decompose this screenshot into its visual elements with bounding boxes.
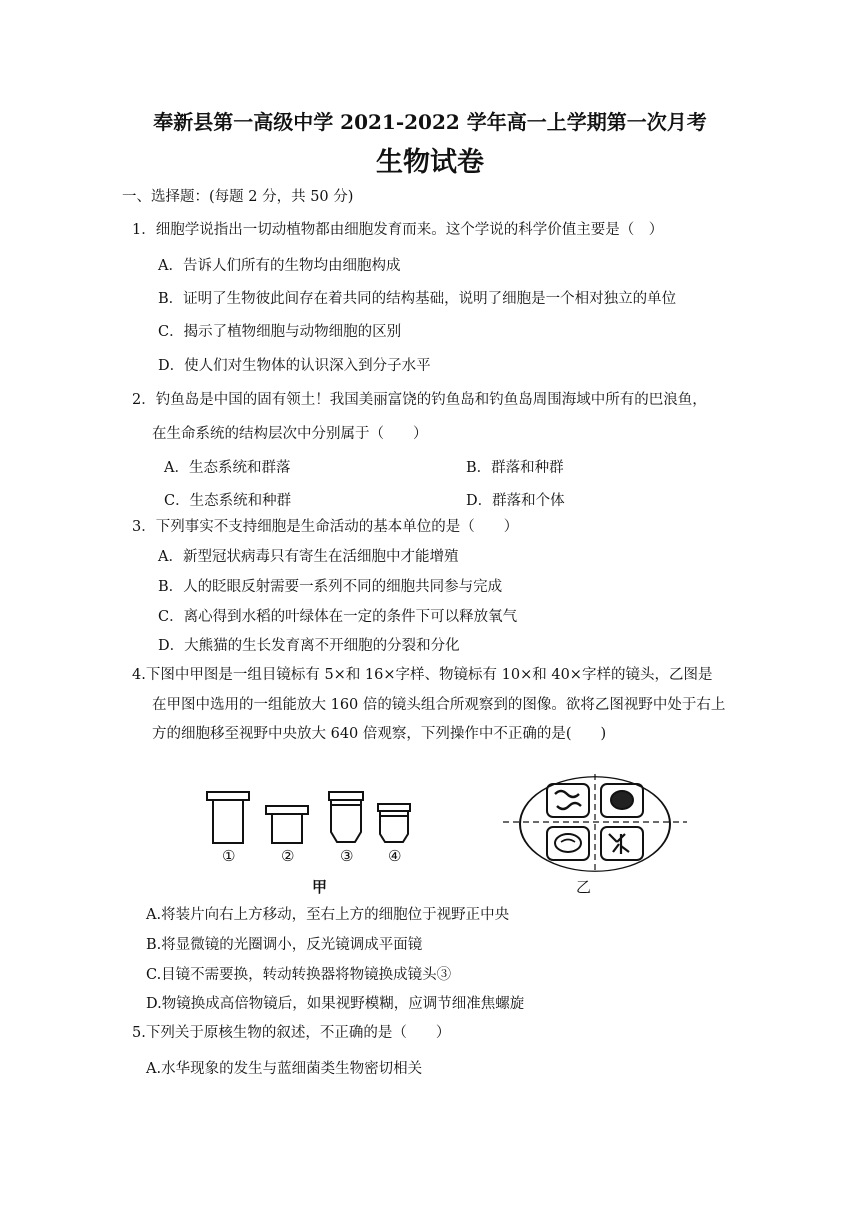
question-4-option-d: D.物镜换成高倍物镜后，如果视野模糊，应调节细准焦螺旋 [146, 996, 525, 1012]
question-5-stem: 5.下列关于原核生物的叙述，不正确的是（ ） [132, 1025, 451, 1041]
question-3-option-d: D．大熊猫的生长发育离不开细胞的分裂和分化 [158, 638, 460, 654]
question-4-stem-line3: 方的细胞移至视野中央放大 640 倍观察，下列操作中不正确的是( ) [152, 726, 607, 742]
question-1-option-d: D．使人们对生物体的认识深入到分子水平 [158, 358, 431, 374]
question-2-option-b: B．群落和种群 [466, 460, 564, 476]
lens-label-1: ① [222, 847, 236, 865]
lens-label-3: ③ [340, 847, 354, 865]
cell-top-left [547, 784, 589, 817]
lens-1-cap [207, 792, 249, 800]
question-1-option-b: B．证明了生物彼此间存在着共同的结构基础，说明了细胞是一个相对独立的单位 [158, 291, 677, 307]
question-2-option-a: A．生态系统和群落 [164, 460, 291, 476]
cell-bottom-left [547, 827, 589, 860]
figure-label-jia: 甲 [312, 878, 328, 896]
question-1-option-a: A．告诉人们所有的生物均由细胞构成 [158, 258, 401, 274]
lens-4-body [380, 816, 408, 842]
lens-2-cap [266, 806, 308, 814]
microscope-figure-drawing [195, 772, 695, 897]
question-3-option-a: A．新型冠状病毒只有寄生在活细胞中才能增殖 [158, 549, 459, 565]
exam-title: 奉新县第一高级中学 2021-2022 学年高一上学期第一次月考 [153, 110, 707, 134]
field-of-view [503, 774, 687, 872]
lens-3-body [331, 805, 361, 842]
question-4-option-c: C.目镜不需要换，转动转换器将物镜换成镜头③ [146, 967, 452, 983]
question-2-stem-line1: 2．钓鱼岛是中国的固有领土！我国美丽富饶的钓鱼岛和钓鱼岛周围海域中所有的巴浪鱼， [132, 392, 707, 408]
section-heading: 一、选择题：(每题 2 分，共 50 分) [122, 189, 354, 205]
lens-3-cap [329, 792, 363, 800]
question-2-option-c: C．生态系统和种群 [164, 493, 292, 509]
lens-4-cap [378, 804, 410, 811]
lens-2-body [272, 814, 302, 843]
question-3-option-c: C．离心得到水稻的叶绿体在一定的条件下可以释放氧气 [158, 609, 518, 625]
microscope-figure [195, 772, 695, 897]
question-3-option-b: B．人的眨眼反射需要一系列不同的细胞共同参与完成 [158, 579, 503, 595]
question-3-stem: 3．下列事实不支持细胞是生命活动的基本单位的是（ ） [132, 519, 519, 535]
question-2-option-d: D．群落和个体 [466, 493, 565, 509]
question-4-stem-line1: 4.下图中甲图是一组目镜标有 5×和 16×字样、物镜标有 10×和 40×字样的镜头，乙图是 [132, 667, 713, 683]
lens-1-body [213, 800, 243, 843]
figure-label-yi: 乙 [576, 878, 592, 896]
lens-label-2: ② [281, 847, 295, 865]
question-1-stem: 1．细胞学说指出一切动植物都由细胞发育而来。这个学说的科学价值主要是（ ） [132, 222, 664, 238]
question-5-option-a: A.水华现象的发生与蓝细菌类生物密切相关 [146, 1061, 423, 1077]
exam-subtitle: 生物试卷 [376, 147, 484, 178]
question-2-stem-line2: 在生命系统的结构层次中分别属于（ ） [152, 426, 428, 442]
question-4-option-a: A.将装片向右上方移动，至右上方的细胞位于视野正中央 [146, 907, 510, 923]
question-4-option-b: B.将显微镜的光圈调小，反光镜调成平面镜 [146, 937, 423, 953]
question-4-stem-line2: 在甲图中选用的一组能放大 160 倍的镜头组合所观察到的图像。欲将乙图视野中处于右上 [152, 697, 726, 713]
question-1-option-c: C．揭示了植物细胞与动物细胞的区别 [158, 324, 402, 340]
lens-label-4: ④ [388, 847, 402, 865]
